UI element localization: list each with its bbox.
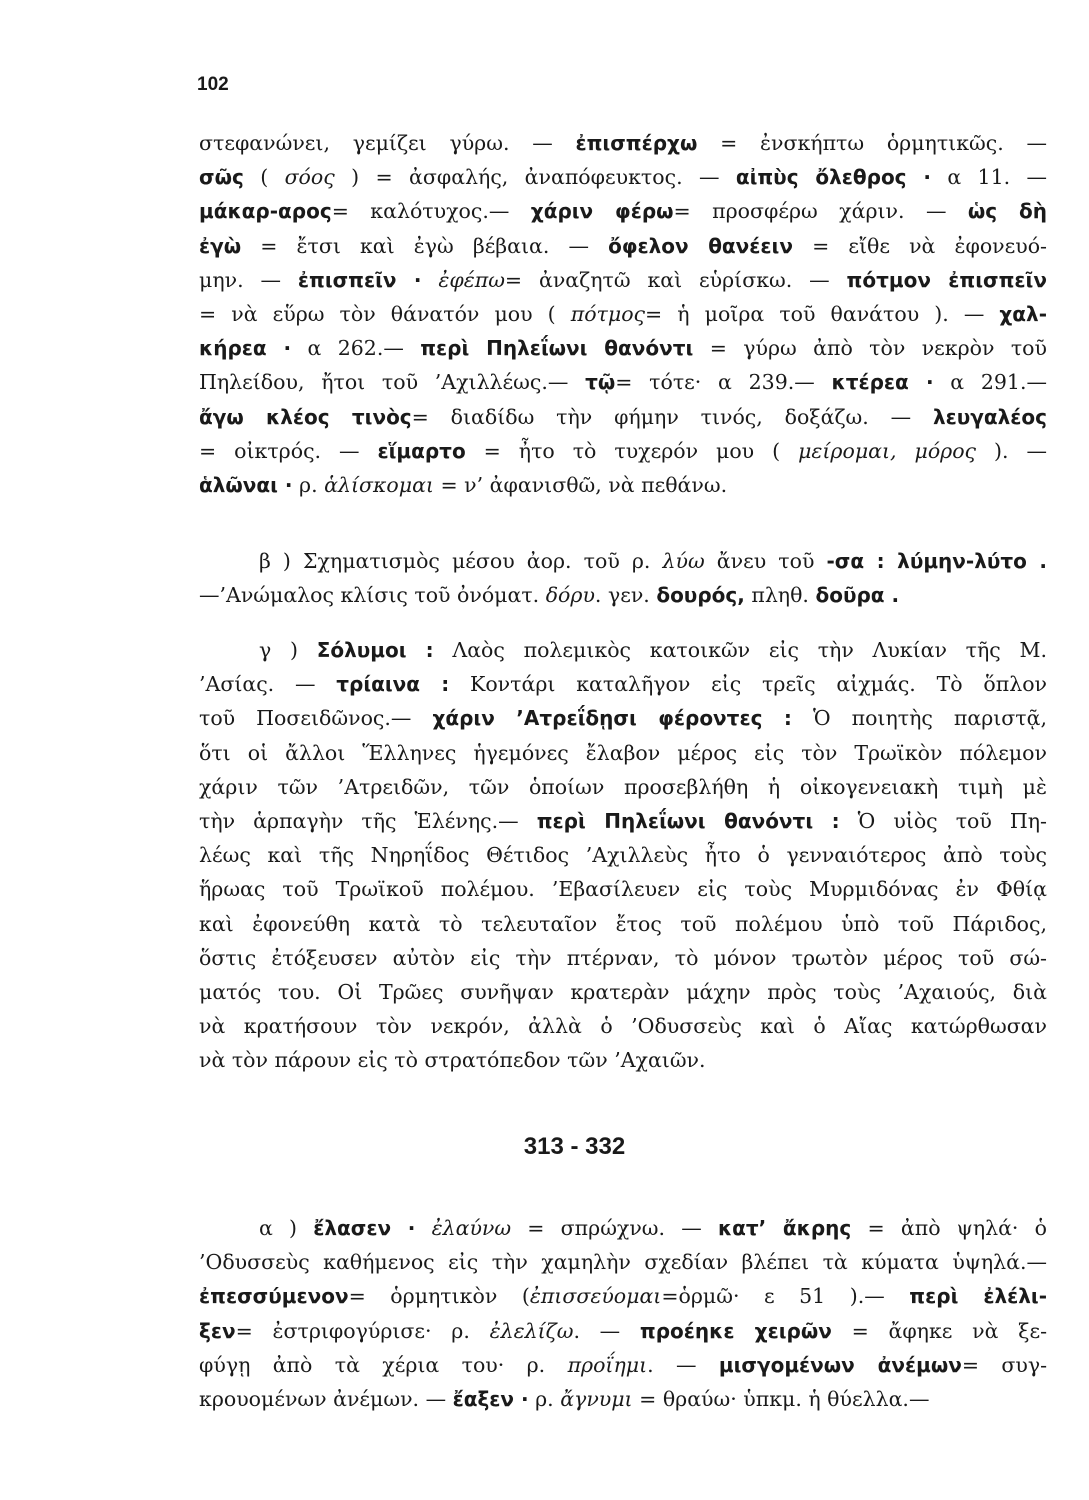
text-line — [199, 1211, 1047, 1245]
headword: μισγομένων ἀνέμων — [718, 1352, 962, 1377]
text-run — [421, 268, 438, 292]
text-line — [199, 1043, 1047, 1077]
text-run: ἥρωας τοῦ Τρωϊκοῦ πολέμου. ’Εβασίλευεν εἰς τοὺς Μυρμιδόνας ἐν Φθίᾳ — [199, 877, 1047, 902]
headword: χάριν ’Ατρεΐδῃσι φέροντες : — [432, 706, 792, 731]
headword: αἰπὺς ὄλεθρος · — [735, 165, 931, 190]
text-run: = σπρώχνω. — — [511, 1216, 718, 1240]
headword: τῷ — [585, 370, 616, 395]
text-run: = ἐστριφογύρισε· ρ. — [235, 1318, 490, 1343]
text-line — [199, 736, 1047, 770]
italic-term: ἄγνυμι — [560, 1386, 633, 1411]
text-run: . — — [647, 1352, 719, 1377]
text-run: Λαὸς πολεμικὸς κατοικῶν εἰς τὴν Λυκίαν τῆς Μ. — [433, 638, 1047, 662]
text-run: λέως καὶ τῆς Νηρηΐδος Θέτιδος ’Αχιλλεὺς ἦτο ὁ γενναιότερος ἀπὸ τοὺς — [199, 843, 1047, 868]
text-line — [199, 263, 1047, 297]
commentary-block-c — [199, 633, 1047, 1077]
headword: ἐγὼ — [199, 233, 242, 258]
italic-term: προΐημι — [567, 1352, 648, 1377]
text-line — [199, 331, 1047, 365]
text-line — [199, 1382, 1047, 1416]
text-run: ρ. — [528, 1386, 561, 1411]
italic-term: ἐφέπω — [438, 267, 505, 292]
text-line — [199, 975, 1047, 1009]
text-line — [199, 544, 1047, 578]
headword: ἐπεσσύμενον — [199, 1284, 349, 1309]
text-line — [199, 838, 1047, 872]
text-run: =ὁρμῶ· ε 51 ).— — [661, 1284, 910, 1309]
headword: κτέρεα · — [831, 370, 934, 395]
text-run: . γεν. — [594, 583, 657, 608]
text-run: = ὁρμητικὸν ( — [348, 1284, 530, 1309]
headword: δοῦρα . — [815, 583, 900, 608]
text-line — [199, 160, 1047, 194]
headword: λευγαλέος — [932, 404, 1047, 429]
text-line — [199, 434, 1047, 468]
text-run: —’Ανώμαλος κλίσις τοῦ ὀνόματ. — [199, 583, 546, 608]
text-run: = συγ- — [961, 1352, 1047, 1377]
text-run: ματός του. Οἱ Τρῶες συνῆψαν κρατερὰν μάχην πρὸς τοὺς ’Αχαιούς, διὰ — [199, 979, 1047, 1004]
headword: -σα : λύμην-λύτο . — [826, 549, 1047, 573]
text-run: Πηλείδου, ἤτοι τοῦ ’Αχιλλέως.— — [199, 370, 586, 395]
section-heading: 313 - 332 — [523, 1133, 626, 1160]
text-run: = τότε· α 239.— — [615, 370, 832, 395]
text-run — [415, 1216, 431, 1240]
text-run: πληθ. — [744, 583, 816, 608]
text-run: ὅστις ἐτόξευσεν αὐτὸν εἰς τὴν πτέρναν, τὸ μόνον τρωτὸν μέρος τοῦ σώ- — [199, 945, 1047, 970]
headword: χάριν φέρω — [530, 199, 674, 224]
headword: Σόλυμοι : — [316, 638, 434, 662]
text-run: = ἀναζητῶ καὶ εὑρίσκω. — — [504, 267, 847, 292]
text-run: = γύρω ἀπὸ τὸν νεκρὸν τοῦ — [693, 336, 1047, 361]
headword: ὡς δὴ — [967, 199, 1047, 224]
text-run: τὴν ἁρπαγὴν τῆς Ἑλένης.— — [199, 808, 537, 833]
headword: προέηκε χειρῶν — [639, 1318, 832, 1343]
headword: δουρός, — [656, 583, 745, 608]
text-run: ἄνευ τοῦ — [704, 549, 827, 573]
text-line — [199, 365, 1047, 399]
text-run: α 262.— — [291, 336, 421, 361]
text-run: = θραύω· ὑπκμ. ἡ θύελλα.— — [632, 1386, 930, 1411]
text-run: Ὁ υἱὸς τοῦ Πη- — [839, 808, 1047, 833]
text-run: α 11. — — [930, 165, 1048, 190]
text-line — [199, 229, 1047, 263]
text-run: = ἦτο τὸ τυχερόν μου ( — [465, 438, 799, 463]
text-run: Ὁ ποιητὴς παριστᾷ, — [791, 706, 1047, 731]
glossary-block-1 — [199, 126, 1047, 502]
italic-term: πότμος — [570, 301, 646, 326]
text-run: = προσφέρω χάριν. — — [673, 199, 968, 224]
text-run: = ἀπὸ ψηλά· ὁ — [851, 1216, 1047, 1240]
text-run: α 291.— — [933, 370, 1047, 395]
text-run: νὰ τὸν πάρουν εἰς τὸ στρατόπεδον τῶν ’Αχαιῶν. — [199, 1048, 706, 1073]
headword: κήρεα · — [199, 336, 292, 361]
text-line — [199, 770, 1047, 804]
text-run: = διαδίδω τὴν φήμην τινός, δοξάζω. — — [411, 404, 933, 429]
text-line — [199, 194, 1047, 228]
italic-term: σόος — [284, 165, 335, 190]
text-run: στεφανώνει, γεμίζει γύρω. — — [199, 131, 576, 155]
text-run: φύγῃ ἀπὸ τὰ χέρια του· ρ. — [199, 1352, 568, 1377]
text-run: = καλότυχος.— — [331, 199, 531, 224]
text-line — [199, 1245, 1047, 1279]
text-run: ). — — [976, 438, 1047, 463]
headword: ἁλῶναι · — [199, 472, 293, 497]
headword: ξεν — [199, 1318, 236, 1343]
text-run: νὰ κρατήσουν τὸν νεκρόν, ἀλλὰ ὁ ’Οδυσσεὺς καὶ ὁ Αἴας κατώρθωσαν — [199, 1014, 1047, 1039]
text-run: ) = ἀσφαλής, ἀναπόφευκτος. — — [334, 165, 736, 190]
italic-term: λύω — [662, 549, 705, 573]
italic-term: ἐπισσεύομαι — [529, 1284, 662, 1309]
text-line — [199, 804, 1047, 838]
text-line — [199, 1314, 1047, 1348]
text-run: = εἴθε νὰ ἐφονευό- — [792, 233, 1047, 258]
text-run: = ἄφηκε νὰ ξε- — [831, 1318, 1047, 1343]
italic-term: δόρυ — [545, 583, 595, 608]
text-run: κρουομένων ἀνέμων. — — [199, 1386, 453, 1411]
text-line — [199, 578, 1047, 612]
glossary-block-2 — [199, 1211, 1047, 1416]
text-line — [199, 1279, 1047, 1313]
text-run: = ν’ ἀφανισθῶ, νὰ πεθάνω. — [433, 472, 728, 497]
text-line — [199, 701, 1047, 735]
text-run: = ἐνσκήπτω ὁρμητικῶς. — — [697, 131, 1047, 155]
text-run: . — — [573, 1318, 640, 1343]
italic-term: ἐλελίζω — [489, 1318, 574, 1343]
headword: ἐπισπεῖν · — [297, 267, 422, 292]
text-run: = νὰ εὕρω τὸν θάνατόν μου ( — [199, 301, 571, 326]
headword: εἵμαρτο — [377, 438, 466, 463]
text-run: ὅτι οἱ ἄλλοι Ἕλληνες ἡγεμόνες ἔλαβον μέρος εἰς τὸν Τρωϊκὸν πόλεμον — [199, 740, 1047, 765]
italic-term: ἁλίσκομαι — [324, 472, 434, 497]
headword: ἔαξεν · — [452, 1386, 529, 1411]
text-run: τοῦ Ποσειδῶνος.— — [199, 706, 433, 731]
headword: πότμον ἐπισπεῖν — [846, 267, 1047, 292]
text-line — [199, 126, 1047, 160]
text-line — [199, 1009, 1047, 1043]
text-line — [199, 400, 1047, 434]
text-run: μην. — — [199, 267, 298, 292]
text-run: ’Ασίας. — — [199, 672, 337, 697]
headword: ὄφελον θανέειν — [608, 233, 793, 258]
text-line — [199, 907, 1047, 941]
text-line — [199, 297, 1047, 331]
text-line — [199, 633, 1047, 667]
headword: περὶ ἐλέλι- — [909, 1284, 1048, 1309]
text-run: γ ) — [259, 638, 317, 662]
headword: περὶ Πηλεΐωνι θανόντι : — [536, 808, 840, 833]
text-run: = ἔτσι καὶ ἐγὼ βέβαια. — — [241, 233, 609, 258]
grammar-note-b — [199, 544, 1047, 612]
text-line — [199, 667, 1047, 701]
text-run: β ) Σχηματισμὸς μέσου ἀορ. τοῦ ρ. — [259, 549, 663, 573]
text-run: ’Οδυσσεὺς καθήμενος εἰς τὴν χαμηλὴν σχεδίαν βλέπει τὰ κύματα ὑψηλά.— — [199, 1250, 1047, 1275]
text-line — [199, 468, 1047, 502]
headword: μάκαρ-αρος — [199, 199, 332, 224]
text-run: καὶ ἐφονεύθη κατὰ τὸ τελευταῖον ἔτος τοῦ πολέμου ὑπὸ τοῦ Πάριδος, — [199, 911, 1047, 936]
text-run: ( — [243, 165, 285, 190]
headword: ἐπισπέρχω — [575, 131, 698, 155]
text-run: = ἡ μοῖρα τοῦ θανάτου ). — — [645, 301, 1000, 326]
text-run: ρ. — [292, 472, 325, 497]
text-run: χάριν τῶν ’Ατρειδῶν, τῶν ὁποίων προσεβλήθη ἡ οἰκογενειακὴ τιμὴ μὲ — [199, 774, 1047, 799]
headword: ἄγω κλέος τινὸς — [199, 404, 412, 429]
text-line — [199, 872, 1047, 906]
text-line — [199, 941, 1047, 975]
italic-term: μείρομαι, μόρος — [798, 438, 977, 463]
text-line — [199, 1348, 1047, 1382]
headword: κατ’ ἄκρης — [717, 1216, 852, 1240]
text-run: Κοντάρι καταλῆγον εἰς τρεῖς αἰχμάς. Τὸ ὅπλον — [449, 672, 1048, 697]
italic-term: ἐλαύνω — [431, 1216, 512, 1240]
page-number: 102 — [197, 74, 229, 95]
text-run: α ) — [259, 1216, 314, 1240]
headword: σῶς — [199, 165, 244, 190]
headword: χαλ- — [999, 301, 1047, 326]
headword: τρίαινα : — [336, 672, 450, 697]
headword: ἔλασεν · — [313, 1216, 416, 1240]
text-run: = οἰκτρός. — — [199, 438, 378, 463]
headword: περὶ Πηλεΐωνι θανόντι — [420, 336, 694, 361]
